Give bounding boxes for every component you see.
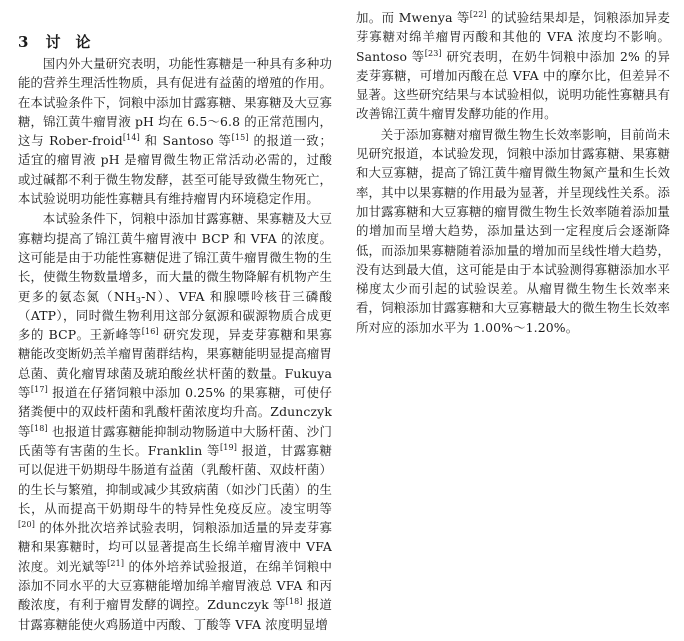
text-segment: 研究发现，异麦芽寡糖和果寡糖能改变断奶羔羊瘤胃菌群结构，果寡糖能明显提高瘤胃总菌、黄化瘤胃球菌及琥珀酸丝状杆菌的数量。Fukuya 等 [18, 327, 332, 401]
citation-ref: [16] [141, 327, 159, 337]
text-segment: 本试验条件下，饲粮中添加甘露寡糖、果寡糖及大豆寡糖均提高了锦江黄牛瘤胃液中 BCP 和 VFA 的浓度。这可能是由于功能性寡糖促进了锦江黄牛瘤胃微生物的生长，使微生物数量增多，而大量的微生物降解有机物产生更多的氨态氮（NH [18, 211, 332, 304]
text-segment: 的报道一致；适宜的瘤胃液 pH 是瘤胃微生物正常活动必需的，过酸或过碱都不利于微生物发酵，甚至可能导致微生物死亡，本试验说明功能性寡糖具有维持瘤胃内环境稳定作用。 [18, 133, 332, 207]
citation-ref: [14] [122, 133, 140, 143]
right-column [356, 8, 670, 337]
section-number: 3 [18, 33, 30, 51]
paragraph-bcp-vfa [18, 209, 332, 634]
citation-ref: [18] [285, 597, 303, 607]
citation-ref: [22] [469, 10, 487, 19]
section-title-char-1: 讨 [45, 33, 62, 51]
paragraph-bcp-vfa-continued [356, 8, 670, 124]
text-segment: 加。而 Mwenya 等 [356, 10, 470, 25]
citation-ref: [21] [107, 558, 125, 568]
citation-ref: [15] [231, 133, 249, 143]
paragraph-ph-range [18, 54, 332, 208]
text-segment: 报道，甘露寡糖可以促进干奶期母牛肠道有益菌（乳酸杆菌、双歧杆菌）的生长与繁殖，抑制或减少其致病菌（如沙门氏菌）的生长，从而提高干奶期母牛的特异性免疫反应。凌宝明等 [18, 442, 332, 516]
text-segment: 和 Santoso 等 [139, 133, 232, 149]
text-segment: -N）、VFA 和腺嘌呤核苷三磷酸（ATP），同时微生物利用这部分氨源和碳源物质合成更多的 BCP。王新峰等 [18, 288, 333, 343]
text-segment: 也报道甘露寡糖能抑制动物肠道中大肠杆菌、沙门氏菌等有害菌的生长。Franklin 等 [18, 423, 332, 458]
section-title-char-2: 论 [75, 33, 92, 51]
citation-ref: [17] [30, 385, 48, 395]
citation-ref: [19] [219, 442, 237, 452]
text-segment: 报道甘露寡糖能使火鸡肠道中丙酸、丁酸等 VFA 浓度明显增 [18, 597, 333, 632]
text-segment: 的试验结果却是，饲粮添加异麦芽寡糖对绵羊瘤胃丙酸和其他的 VFA 浓度均不影响。Santoso 等 [356, 10, 670, 64]
paragraph-microbial-efficiency [356, 125, 670, 337]
text-segment: 国内外大量研究表明，功能性寡糖是一种具有多种功能的营养生理活性物质，具有促进有益菌的增殖的作用。在本试验条件下，饲粮中添加甘露寡糖、果寡糖及大豆寡糖，锦江黄牛瘤胃液 pH 均在 6.5～6.8 的正常范围内，这与 Rober-froid [18, 56, 332, 149]
text-segment: 关于添加寡糖对瘤胃微生物生长效率影响，目前尚未见研究报道，本试验发现，饲粮中添加甘露寡糖、果寡糖和大豆寡糖，提高了锦江黄牛瘤胃微生物氮产量和生长效率，其中以果寡糖的作用最为显著，并呈现线性关系。添加甘露寡糖和大豆寡糖的瘤胃微生物生长效率随着添加量的增加而呈增大趋势，添加量达到一定程度后会逐渐降低，而添加果寡糖随着添加量的增加而呈线性增大趋势，没有达到最大值，这可能是由于本试验测得寡糖添加水平梯度太少而引起的试验误差。从瘤胃微生物生长效率来看，饲粮添加甘露寡糖和大豆寡糖最大的微生物生长效率所对应的添加水平为 1.00%～1.20%。 [356, 126, 670, 335]
citation-ref: [18] [30, 423, 48, 433]
text-segment: 的体外培养试验报道，在绵羊饲粮中添加不同水平的大豆寡糖能增加绵羊瘤胃液总 VFA 和丙酸浓度，有利于瘤胃发酵的调控。Zdunczyk 等 [18, 558, 332, 613]
left-column [18, 33, 332, 634]
section-heading [18, 33, 332, 52]
citation-ref: [23] [424, 48, 442, 58]
text-segment: 研究表明，在奶牛饲粮中添加 2% 的异麦芽寡糖，可增加丙酸在总 VFA 中的摩尔比，但差异不显著。这些研究结果与本试验相似，说明功能性寡糖具有改善锦江黄牛瘤胃发酵功能的作用。 [356, 48, 670, 122]
citation-ref: [20] [18, 520, 36, 530]
chemical-subscript: 3 [135, 295, 142, 305]
text-segment: 的体外批次培养试验表明，饲粮添加适量的异麦芽寡糖和果寡糖时，均可以显著提高生长绵羊瘤胃液中 VFA 浓度。刘光斌等 [18, 520, 332, 574]
text-segment: 报道在仔猪饲粮中添加 0.25% 的果寡糖，可使仔猪粪便中的双歧杆菌和乳酸杆菌浓度均升高。Zdunczyk 等 [18, 385, 332, 439]
